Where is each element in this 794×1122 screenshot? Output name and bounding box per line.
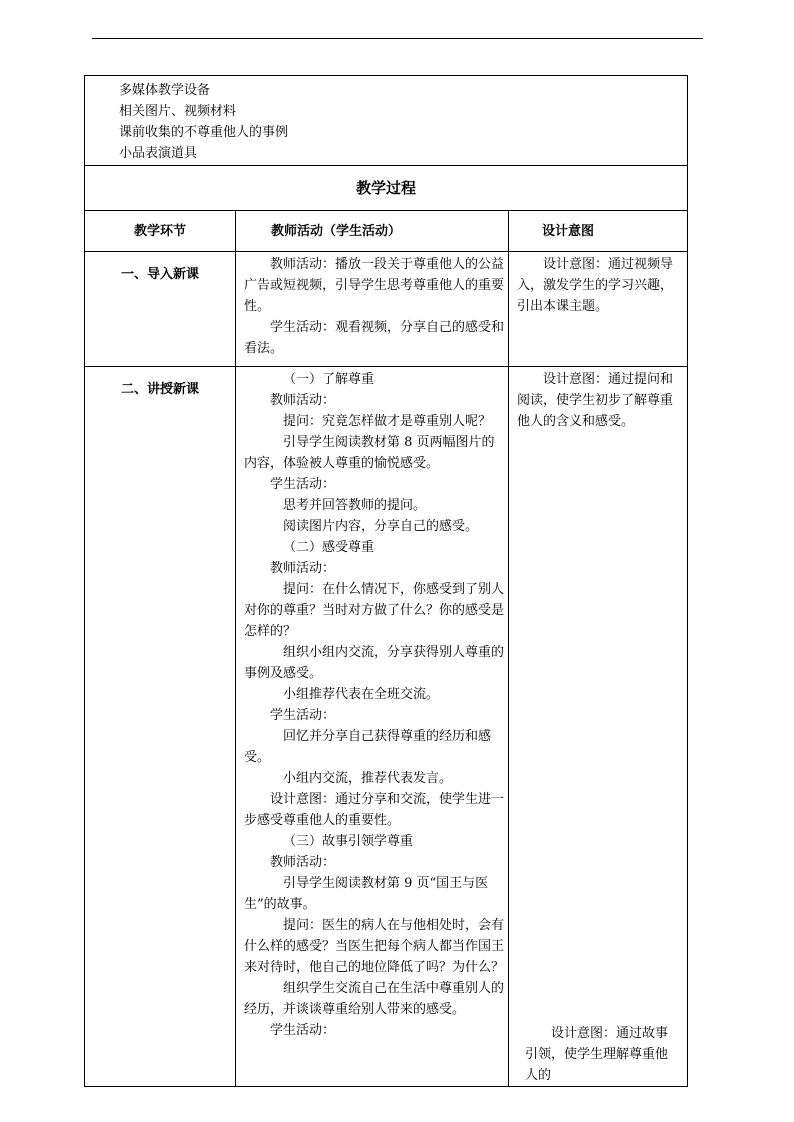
- preparation-cell: [85, 76, 688, 166]
- lecture-paragraph: （三）故事引领学尊重: [283, 834, 414, 849]
- lecture-design: [509, 367, 688, 1087]
- lecture-paragraph: 回忆并分享自己获得尊重的经历和感受。: [244, 729, 492, 765]
- lecture-stage: 二、讲授新课: [85, 367, 236, 1087]
- lecture-row: [85, 367, 688, 1087]
- process-title-row: [85, 166, 688, 211]
- lecture-paragraph: 阅读图片内容，分享自己的感受。: [283, 519, 479, 534]
- lesson-plan-table: [84, 75, 688, 1087]
- lecture-paragraph: 引导学生阅读教材第 8 页两幅图片的内容，体验被人尊重的愉悦感受。: [244, 435, 495, 471]
- lecture-paragraph: （一）了解尊重: [283, 372, 375, 387]
- lecture-design-bottom: 设计意图：通过故事引领，使学生理解尊重他人的: [525, 1026, 669, 1083]
- lecture-paragraph: 提问：究竟怎样做才是尊重别人呢？: [283, 414, 492, 429]
- lecture-paragraph: （二）感受尊重: [283, 540, 375, 555]
- preparation-item: 课前收集的不尊重他人的事例: [119, 125, 289, 140]
- lecture-paragraph: 组织小组内交流，分享获得别人尊重的事例及感受。: [244, 645, 505, 681]
- intro-paragraph: 教师活动：播放一段关于尊重他人的公益广告或短视频，引导学生思考尊重他人的重要性。: [244, 257, 505, 314]
- lecture-paragraph: 教师活动：: [270, 561, 336, 576]
- process-title: 教学过程: [85, 166, 688, 211]
- preparation-row: [85, 76, 688, 166]
- lecture-design-wrap: [517, 369, 683, 1086]
- lecture-paragraph: 教师活动：: [270, 855, 336, 870]
- lecture-design-top: 设计意图：通过提问和阅读，使学生初步了解尊重他人的含义和感受。: [517, 372, 674, 429]
- lecture-paragraph: 组织学生交流自己在生活中尊重别人的经历，并谈谈尊重给别人带来的感受。: [244, 981, 505, 1017]
- intro-paragraph: 学生活动：观看视频，分享自己的感受和看法。: [244, 320, 505, 356]
- lecture-paragraph: 小组内交流，推荐代表发言。: [283, 771, 453, 786]
- header-rule: [92, 38, 703, 39]
- lecture-paragraph: 教师活动：: [270, 393, 336, 408]
- preparation-item: 多媒体教学设备: [119, 83, 211, 98]
- lecture-paragraph: 学生活动：: [270, 708, 336, 723]
- lecture-content: [236, 367, 509, 1087]
- lecture-paragraph: 学生活动：: [270, 477, 336, 492]
- intro-stage: 一、导入新课: [85, 252, 236, 367]
- header-activity: 教师活动（学生活动）: [236, 211, 509, 252]
- intro-design: [509, 252, 688, 367]
- lecture-paragraph: 设计意图：通过分享和交流，使学生进一步感受尊重他人的重要性。: [244, 792, 505, 828]
- lecture-paragraph: 提问：医生的病人在与他相处时，会有什么样的感受？当医生把每个病人都当作国王来对待时，他自己的地位降低了吗？为什么？: [244, 918, 505, 975]
- header-stage: 教学环节: [85, 211, 236, 252]
- intro-design-text: 设计意图：通过视频导入，激发学生的学习兴趣，引出本课主题。: [517, 257, 674, 314]
- intro-row: [85, 252, 688, 367]
- lecture-paragraph: 小组推荐代表在全班交流。: [283, 687, 440, 702]
- preparation-item: 相关图片、视频材料: [119, 104, 237, 119]
- header-design: 设计意图: [509, 211, 688, 252]
- preparation-item: 小品表演道具: [119, 146, 198, 161]
- lecture-paragraph: 思考并回答教师的提问。: [283, 498, 427, 513]
- header-row: [85, 211, 688, 252]
- lecture-paragraph: 学生活动：: [270, 1023, 336, 1038]
- lecture-paragraph: 引导学生阅读教材第 9 页“国王与医生”的故事。: [244, 876, 489, 912]
- intro-content: [236, 252, 509, 367]
- lecture-paragraph: 提问：在什么情况下，你感受到了别人对你的尊重？当时对方做了什么？你的感受是怎样的？: [244, 582, 505, 639]
